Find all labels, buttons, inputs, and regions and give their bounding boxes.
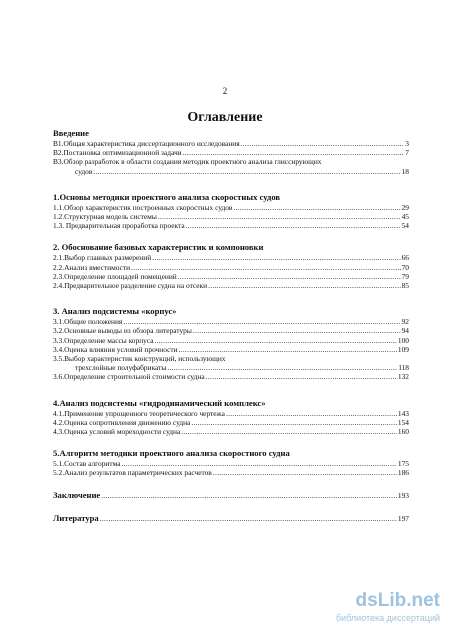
toc-entry: 3.3.Определение массы корпуса ..... 100 [53, 336, 409, 345]
toc-entry: 2.2.Анализ вместимости ..... 70 [53, 263, 409, 272]
toc-entry: 4.1.Применение упрощенного теоретического чертежа ..... 143 [53, 409, 409, 418]
section-heading-intro: Введение [53, 128, 89, 138]
toc-entry: 3.4.Оценка влияния условий прочности ..... 109 [53, 345, 409, 354]
section-heading-ch5: 5.Алгоритм методики проектного анализа скоростного судна [53, 448, 290, 459]
toc-entry: В2.Постановка оптимизационной задачи ..... 7 [53, 148, 409, 157]
watermark [310, 590, 440, 630]
toc-entry: 4.3.Оценка условий мореходности судна ..... 160 [53, 427, 409, 436]
toc-entry: 2.1.Выбор главных размерений ..... 66 [53, 253, 409, 262]
section-heading-ch2: 2. Обоснование базовых характеристик и компоновки [53, 242, 264, 253]
toc-entry: 2.4.Предварительное разделение судна на отсеки ..... 85 [53, 281, 409, 290]
toc-entry-literature: Литература ..... 197 [53, 513, 409, 524]
toc-entry: 5.2.Анализ результатов параметрических расчетов ..... 186 [53, 468, 409, 477]
toc-entry: 4.2.Оценка сопротивления движению судна ..... 154 [53, 418, 409, 427]
toc-entry-conclusion: Заключение ..... 193 [53, 490, 409, 501]
watermark-subtitle: библиотека диссертаций [335, 613, 440, 623]
section-heading-ch4: 4.Анализ подсистемы «гидродинамический комплекс» [53, 397, 266, 408]
toc-entry: 3.2.Основные выводы из обзора литературы ..... 94 [53, 326, 409, 335]
toc-entry-line: В3.Обзор разработок в области создания методик проектного анализа глиссирующих [53, 157, 322, 167]
toc-entry: 2.3.Определение площадей помещений ..... 79 [53, 272, 409, 281]
watermark-logo: dsLib.net [355, 590, 440, 611]
toc-entry: трехслойные полуфабрикаты ..... 118 [53, 363, 409, 372]
toc-entry: 1.2.Структурная модель системы ..... 45 [53, 212, 409, 221]
section-heading-ch1: 1.Основы методики проектного анализа скоростных судов [53, 191, 281, 202]
page-title: Оглавление [187, 110, 263, 125]
toc-entry: В1.Общая характеристика диссертационного исследования ..... 3 [53, 139, 409, 148]
toc-entry: 5.1.Состав алгоритма ..... 175 [53, 459, 409, 468]
toc-entry: 1.3. Предварительная проработка проекта ..... 54 [53, 221, 409, 230]
page-number: 2 [222, 86, 228, 96]
table-of-contents [53, 128, 409, 524]
toc-entry: судов ..... 18 [53, 167, 409, 176]
toc-entry: 1.1.Обзор характеристик построенных скоростных судов ..... 29 [53, 203, 409, 212]
toc-entry: 3.1.Общие положения ..... 92 [53, 317, 409, 326]
toc-entry-line: 3.5.Выбор характеристик конструкций, использующих [53, 354, 226, 364]
section-heading-ch3: 3. Анализ подсистемы «корпус» [53, 306, 177, 317]
toc-entry: 3.6.Определение строительной стоимости судна ..... 132 [53, 372, 409, 381]
